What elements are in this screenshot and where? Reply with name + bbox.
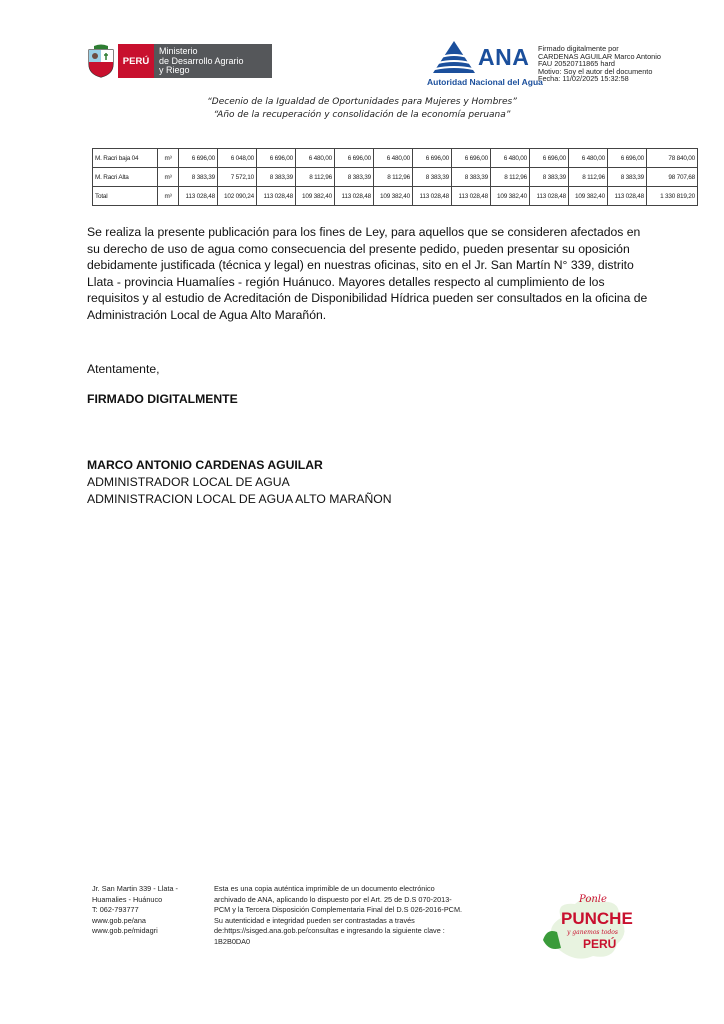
ana-wordmark: ANA — [478, 44, 530, 70]
footer-address — [92, 884, 178, 937]
monthly-value-cell: 113 028,48 — [530, 187, 569, 206]
punche-top-text: Ponle — [579, 894, 607, 905]
signer-block — [87, 457, 392, 507]
monthly-value-cell: 109 382,40 — [296, 187, 335, 206]
annual-total-cell: 98 707,68 — [647, 168, 698, 187]
monthly-value-cell: 8 383,39 — [530, 168, 569, 187]
monthly-value-cell: 8 383,39 — [608, 168, 647, 187]
verification-code: 1B2B0DA0 — [214, 936, 251, 946]
monthly-value-cell: 8 112,96 — [296, 168, 335, 187]
signer-title: ADMINISTRADOR LOCAL DE AGUA — [87, 474, 290, 489]
monthly-value-cell: 6 696,00 — [335, 149, 374, 168]
signer-office: ADMINISTRACION LOCAL DE AGUA ALTO MARAÑON — [87, 491, 392, 506]
signature-line: Motivo: Soy el autor del documento — [538, 66, 653, 76]
row-label-cell: Total — [93, 187, 158, 206]
ponle-punche-logo — [535, 888, 635, 964]
footer-address-line: Huamalies - Huánuco — [92, 894, 163, 904]
monthly-value-cell: 6 696,00 — [452, 149, 491, 168]
ministry-line-1: Ministerio — [159, 46, 198, 56]
punche-country-text: PERÚ — [583, 937, 617, 951]
monthly-value-cell: 8 112,96 — [374, 168, 413, 187]
ana-logo-icon — [432, 40, 476, 74]
monthly-value-cell: 109 382,40 — [491, 187, 530, 206]
monthly-value-cell: 113 028,48 — [179, 187, 218, 206]
table-row — [93, 187, 698, 206]
ministry-line-3: y Riego — [159, 65, 190, 75]
monthly-value-cell: 113 028,48 — [608, 187, 647, 206]
monthly-value-cell: 8 383,39 — [452, 168, 491, 187]
monthly-value-cell: 6 696,00 — [257, 149, 296, 168]
monthly-value-cell: 6 696,00 — [608, 149, 647, 168]
monthly-value-cell: 8 383,39 — [179, 168, 218, 187]
notice-line: archivado de ANA, aplicando lo dispuesto por el Art. 25 de D.S 070-2013- — [214, 894, 452, 904]
punche-main-text: PUNCHE — [561, 909, 633, 928]
monthly-value-cell: 6 480,00 — [296, 149, 335, 168]
signature-line: Fecha: 11/02/2025 15:32:58 — [538, 74, 629, 84]
monthly-value-cell: 113 028,48 — [413, 187, 452, 206]
monthly-value-cell: 109 382,40 — [569, 187, 608, 206]
signature-line: Firmado digitalmente por — [538, 44, 619, 53]
peru-coat-of-arms-icon — [86, 44, 116, 78]
monthly-value-cell: 8 112,96 — [569, 168, 608, 187]
monthly-value-cell: 6 696,00 — [530, 149, 569, 168]
decenio-line-1: “Decenio de la Igualdad de Oportunidades para Mujeres y Hombres” — [207, 97, 517, 107]
monthly-value-cell: 113 028,48 — [335, 187, 374, 206]
table-row — [93, 168, 698, 187]
signer-name: MARCO ANTONIO CARDENAS AGUILAR — [87, 458, 323, 472]
monthly-value-cell: 113 028,48 — [452, 187, 491, 206]
monthly-value-cell: 6 480,00 — [491, 149, 530, 168]
footer-address-line: Jr. San Martin 339 - Llata - — [92, 884, 178, 893]
footer-phone: T: 062-793777 — [92, 905, 139, 915]
monthly-value-cell: 6 048,00 — [218, 149, 257, 168]
monthly-value-cell: 102 090,24 — [218, 187, 257, 206]
monthly-value-cell: 6 480,00 — [374, 149, 413, 168]
decenio-line-2: “Año de la recuperación y consolidación de la economía peruana” — [213, 110, 511, 120]
signature-line: FAU 20520711865 hard — [538, 59, 615, 69]
punche-sub-text: y ganemos todos — [567, 929, 618, 936]
monthly-value-cell: 6 696,00 — [179, 149, 218, 168]
notice-line: de:https://sisged.ana.gob.pe/consultas e ingresando la siguiente clave : — [214, 926, 445, 936]
closing-text: Atentamente, — [87, 362, 160, 376]
ana-subtitle: Autoridad Nacional del Agua — [427, 77, 543, 87]
monthly-value-cell: 8 383,39 — [335, 168, 374, 187]
monthly-value-cell: 6 696,00 — [413, 149, 452, 168]
monthly-value-cell: 7 572,10 — [218, 168, 257, 187]
footer-link-ana[interactable]: www.gob.pe/ana — [92, 915, 146, 925]
unit-cell: m³ — [158, 187, 179, 206]
ministry-line-2: de Desarrollo Agrario — [159, 55, 244, 66]
row-label-cell: M. Racri Alta — [93, 168, 158, 187]
body-paragraph: Se realiza la presente publicación para los fines de Ley, para aquellos que se consideren afectados en su derecho de uso de agua como consecuencia del presente pedido, pueden presentar su oposición debidamente justificada (técnica y legal) en nuestras oficinas, sito en el Jr. San Martín N° 339, distrito Llata - provincia Huamalíes - región Huánuco. Mayores detalles respecto al cumplimiento de los requisitos y al estudio de Acreditación de Disponibilidad Hídrica pueden ser consultados en la oficina de Administración Local de Agua Alto Marañón. — [87, 225, 648, 322]
notice-line: Esta es una copia auténtica imprimible de un documento electrónico — [214, 884, 435, 893]
monthly-value-cell: 113 028,48 — [257, 187, 296, 206]
digital-signature-stamp — [538, 45, 661, 83]
row-label-cell: M. Racri baja 04 — [93, 149, 158, 168]
table-row — [93, 149, 698, 168]
annual-total-cell: 78 840,00 — [647, 149, 698, 168]
monthly-value-cell: 6 480,00 — [569, 149, 608, 168]
signed-digitally-label: FIRMADO DIGITALMENTE — [87, 392, 238, 406]
monthly-value-cell: 8 112,96 — [491, 168, 530, 187]
peru-label: PERÚ — [118, 44, 154, 78]
ministry-name — [154, 44, 272, 78]
notice-line: Su autenticidad e integridad pueden ser contrastadas a través — [214, 915, 415, 925]
monthly-value-cell: 109 382,40 — [374, 187, 413, 206]
unit-cell: m³ — [158, 168, 179, 187]
unit-cell: m³ — [158, 149, 179, 168]
annual-total-cell: 1 330 819,20 — [647, 187, 698, 206]
monthly-value-cell: 8 383,39 — [413, 168, 452, 187]
signature-line: CARDENAS AGUILAR Marco Antonio — [538, 51, 661, 61]
monthly-value-cell: 8 383,39 — [257, 168, 296, 187]
water-volume-table — [92, 148, 698, 206]
footer-link-midagri[interactable]: www.gob.pe/midagri — [92, 926, 158, 936]
footer-authenticity-notice — [214, 884, 476, 948]
notice-line: PCM y la Tercera Disposición Complementaria Final del D.S 026-2016-PCM. — [214, 905, 463, 915]
